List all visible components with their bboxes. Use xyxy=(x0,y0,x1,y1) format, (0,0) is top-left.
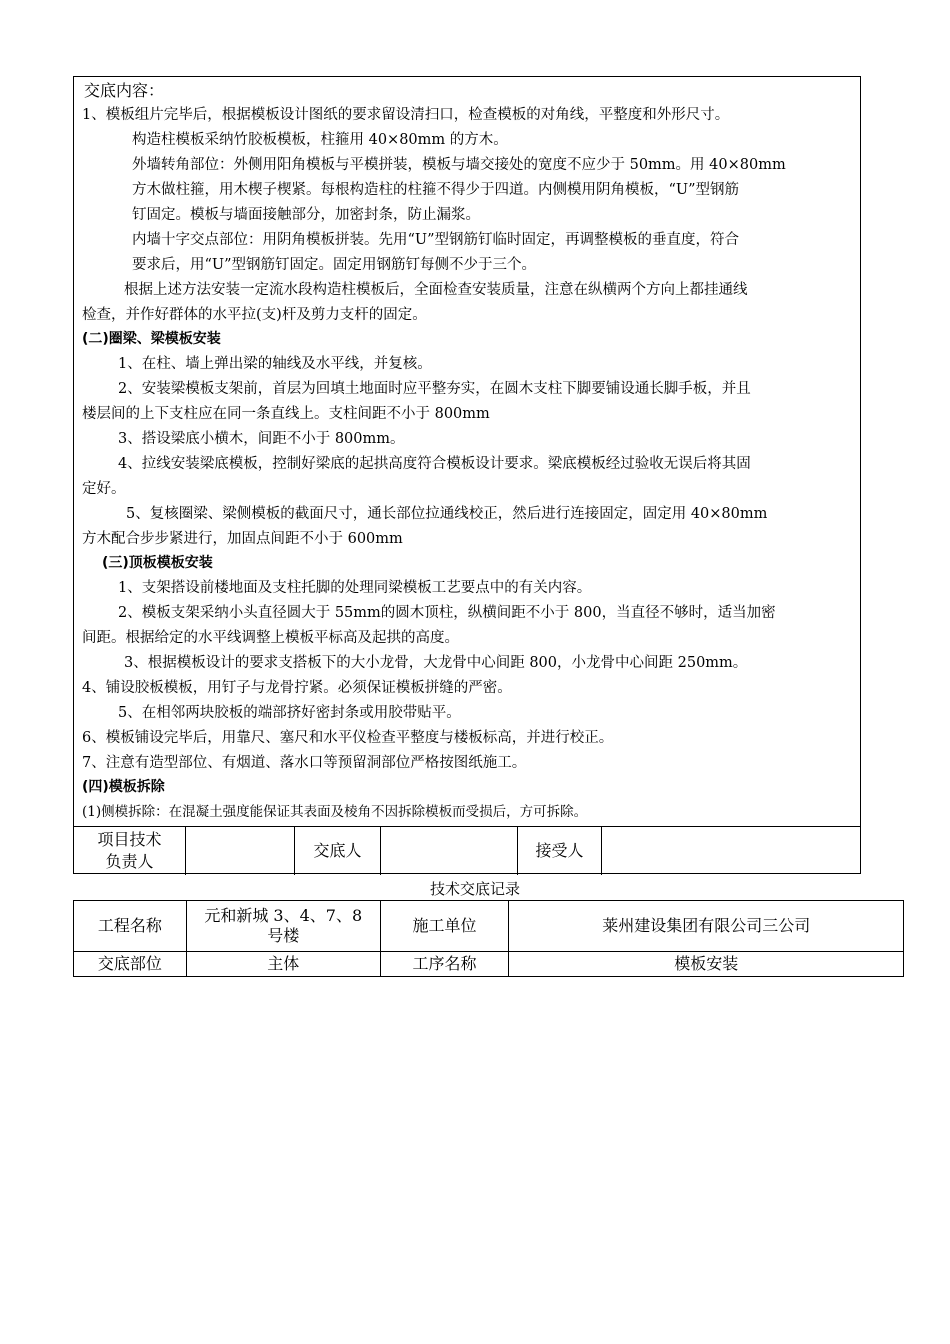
content-line: (1)侧模拆除：在混凝土强度能保证其表面及棱角不因拆除模板而受损后，方可拆除。 xyxy=(82,804,588,820)
content-line: 3、搭设梁底小横木，间距不小于 800mm。 xyxy=(118,431,405,447)
content-line: 2、模板支架采纳小头直径圆大于 55mm的圆木顶柱，纵横间距不小于 800，当直径不够时，适当加密 xyxy=(118,605,776,621)
content-line: 根据上述方法安装一定流水段构造柱模板后，全面检查安装质量，注意在纵横两个方向上都挂通线 xyxy=(124,282,748,298)
part-label: 交底部位 xyxy=(74,952,187,977)
project-name-line1: 元和新城 3、4、7、8 xyxy=(204,906,363,925)
tech-lead-label-line2: 负责人 xyxy=(105,852,154,871)
content-line: 4、铺设胶板模板，用钉子与龙骨拧紧。必须保证模板拼缝的严密。 xyxy=(82,680,512,696)
discloser-value xyxy=(381,827,518,875)
content-line: 7、注意有造型部位、有烟道、落水口等预留洞部位严格按图纸施工。 xyxy=(82,755,527,771)
content-line: 要求后，用“U”型钢筋钉固定。固定用钢筋钉每侧不少于三个。 xyxy=(132,257,537,273)
info-table xyxy=(73,900,904,977)
content-line: 外墙转角部位：外侧用阳角模板与平模拼装，模板与墙交接处的宽度不应少于 50mm。用 40×80mm xyxy=(132,157,786,173)
part-value: 主体 xyxy=(186,952,380,977)
process-label: 工序名称 xyxy=(380,952,509,977)
section-heading: (三)顶板模板安装 xyxy=(102,555,213,571)
process-value: 模板安装 xyxy=(509,952,904,977)
content-line: 5、在相邻两块胶板的端部挤好密封条或用胶带贴平。 xyxy=(118,705,461,721)
signature-row xyxy=(74,826,860,875)
section-heading: (二)圈梁、梁模板安装 xyxy=(82,331,221,347)
disclosure-content xyxy=(74,77,860,826)
content-line: 间距。根据给定的水平线调整上模板平标高及起拱的高度。 xyxy=(82,630,459,646)
discloser-label: 交底人 xyxy=(295,827,381,875)
content-line: 5、复核圈梁、梁侧模板的截面尺寸，通长部位拉通线校正，然后进行连接固定，固定用 40×80mm xyxy=(126,506,768,522)
content-line: 楼层间的上下支柱应在同一条直线上。支柱间距不小于 800mm xyxy=(82,406,490,422)
disclosure-content-box xyxy=(73,76,861,874)
content-line: 1、支架搭设前楼地面及支柱托脚的处理同梁模板工艺要点中的有关内容。 xyxy=(118,580,592,596)
content-line: 定好。 xyxy=(82,481,126,497)
receiver-label: 接受人 xyxy=(518,827,602,875)
caption-title: 技术交底记录 xyxy=(429,880,520,898)
content-line: 6、模板铺设完毕后，用靠尺、塞尺和水平仪检查平整度与楼板标高，并进行校正。 xyxy=(82,730,614,746)
content-line: 方木做柱箍，用木楔子楔紧。每根构造柱的柱箍不得少于四道。内侧模用阴角模板，“U”型钢筋 xyxy=(132,182,740,198)
tech-lead-label-line1: 项目技术 xyxy=(97,830,162,849)
receiver-value xyxy=(602,827,860,875)
content-line: 3、根据模板设计的要求支搭板下的大小龙骨，大龙骨中心间距 800，小龙骨中心间距 250mm。 xyxy=(124,655,748,671)
info-row xyxy=(74,901,904,952)
section-heading: (四)模板拆除 xyxy=(82,779,165,795)
project-name-label: 工程名称 xyxy=(74,901,187,952)
content-line: 钉固定。模板与墙面接触部分，加密封条，防止漏浆。 xyxy=(132,207,480,223)
content-line: 1、在柱、墙上弹出梁的轴线及水平线，并复核。 xyxy=(118,356,432,372)
contractor-label: 施工单位 xyxy=(380,901,509,952)
content-line: 2、安装梁模板支架前，首层为回填土地面时应平整夯实，在圆木支柱下脚要铺设通长脚手板，并且 xyxy=(118,381,751,397)
content-line: 4、拉线安装梁底模板，控制好梁底的起拱高度符合模板设计要求。梁底模板经过验收无误后将其固 xyxy=(118,456,751,472)
project-name-value xyxy=(186,901,380,952)
content-line: 内墙十字交点部位：用阴角模板拼装。先用“U”型钢筋钉临时固定，再调整模板的垂直度，符合 xyxy=(132,232,740,248)
content-line: 检查，并作好群体的水平拉(支)杆及剪力支杆的固定。 xyxy=(82,307,427,323)
project-name-line2: 号楼 xyxy=(267,926,300,945)
content-line: 方木配合步步紧进行，加固点间距不小于 600mm xyxy=(82,531,403,547)
tech-lead-value xyxy=(186,827,295,875)
content-line: 1、模板组片完毕后，根据模板设计图纸的要求留设清扫口，检查模板的对角线，平整度和外形尺寸。 xyxy=(82,107,730,123)
content-line: 构造柱模板采纳竹胶板模板，柱箍用 40×80mm 的方木。 xyxy=(132,132,508,148)
info-row xyxy=(74,952,904,977)
content-heading: 交底内容： xyxy=(84,81,165,100)
tech-lead-label xyxy=(74,827,186,875)
contractor-value: 莱州建设集团有限公司三公司 xyxy=(509,901,904,952)
